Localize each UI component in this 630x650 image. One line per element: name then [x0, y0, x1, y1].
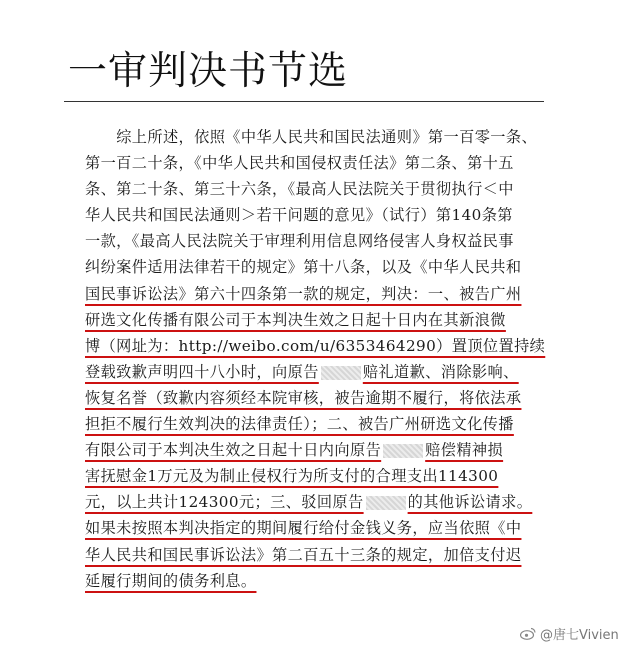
- page-title: 一审判决书节选: [68, 49, 349, 94]
- paragraph-line: 华人民共和国民事诉讼法》第二百五十三条的规定，加倍支付迟: [85, 545, 522, 564]
- weibo-watermark: [520, 624, 619, 643]
- paragraph-line: 如果未按照本判决指定的期间履行给付金钱义务，应当依照《中: [85, 519, 522, 538]
- paragraph-line: 国民事诉讼法》第六十四条第一款的规定，判决：一、被告广州: [85, 284, 522, 303]
- paragraph-line: 博（网址为：http://weibo.com/u/6353464290）置顶位置持续: [85, 336, 546, 355]
- paragraph-line: 元，以上共计124300元；三、驳回原告 的其他诉讼请求。: [85, 493, 533, 512]
- paragraph-line: 研选文化传播有限公司于本判决生效之日起十日内在其新浪微: [85, 310, 506, 329]
- paragraph-line: 担拒不履行生效判决的法律责任）；二、被告广州研选文化传播: [85, 415, 514, 434]
- paragraph-line: 害抚慰金1万元及为制止侵权行为所支付的合理支出114300: [85, 467, 499, 486]
- redacted-name: [321, 366, 361, 380]
- watermark-text: @唐七Vivien: [540, 628, 619, 643]
- paragraph-line: 恢复名誉（致歉内容须经本院审核，被告逾期不履行，将依法承: [85, 388, 522, 407]
- paragraph-line: 综上所述，依照《中华人民共和国民法通则》第一百零一条、: [116, 128, 538, 146]
- paragraph-line: 纠纷案件适用法律若干的规定》第十八条，以及《中华人民共和: [85, 258, 522, 277]
- title-divider: [64, 101, 544, 102]
- redacted-name: [383, 444, 423, 458]
- redacted-name: [366, 496, 406, 510]
- paragraph-line: 条、第二十条、第三十六条，《最高人民法院关于贯彻执行＜中: [85, 180, 514, 199]
- weibo-icon: [520, 627, 536, 640]
- paragraph-line: 华人民共和国民法通则＞若干问题的意见》（试行）第140条第: [85, 206, 513, 225]
- judgment-excerpt: [85, 124, 555, 594]
- paragraph-line: 第一百二十条，《中华人民共和国侵权责任法》第二条、第十五: [85, 154, 514, 173]
- paragraph-line: 一款，《最高人民法院关于审理利用信息网络侵害人身权益民事: [85, 232, 514, 251]
- paragraph-line: 有限公司于本判决生效之日起十日内向原告 赔偿精神损: [85, 441, 504, 460]
- paragraph-line: 延履行期间的债务利息。: [85, 571, 257, 590]
- paragraph-line: 登载致歉声明四十八小时，向原告 赔礼道歉、消除影响、: [85, 362, 519, 381]
